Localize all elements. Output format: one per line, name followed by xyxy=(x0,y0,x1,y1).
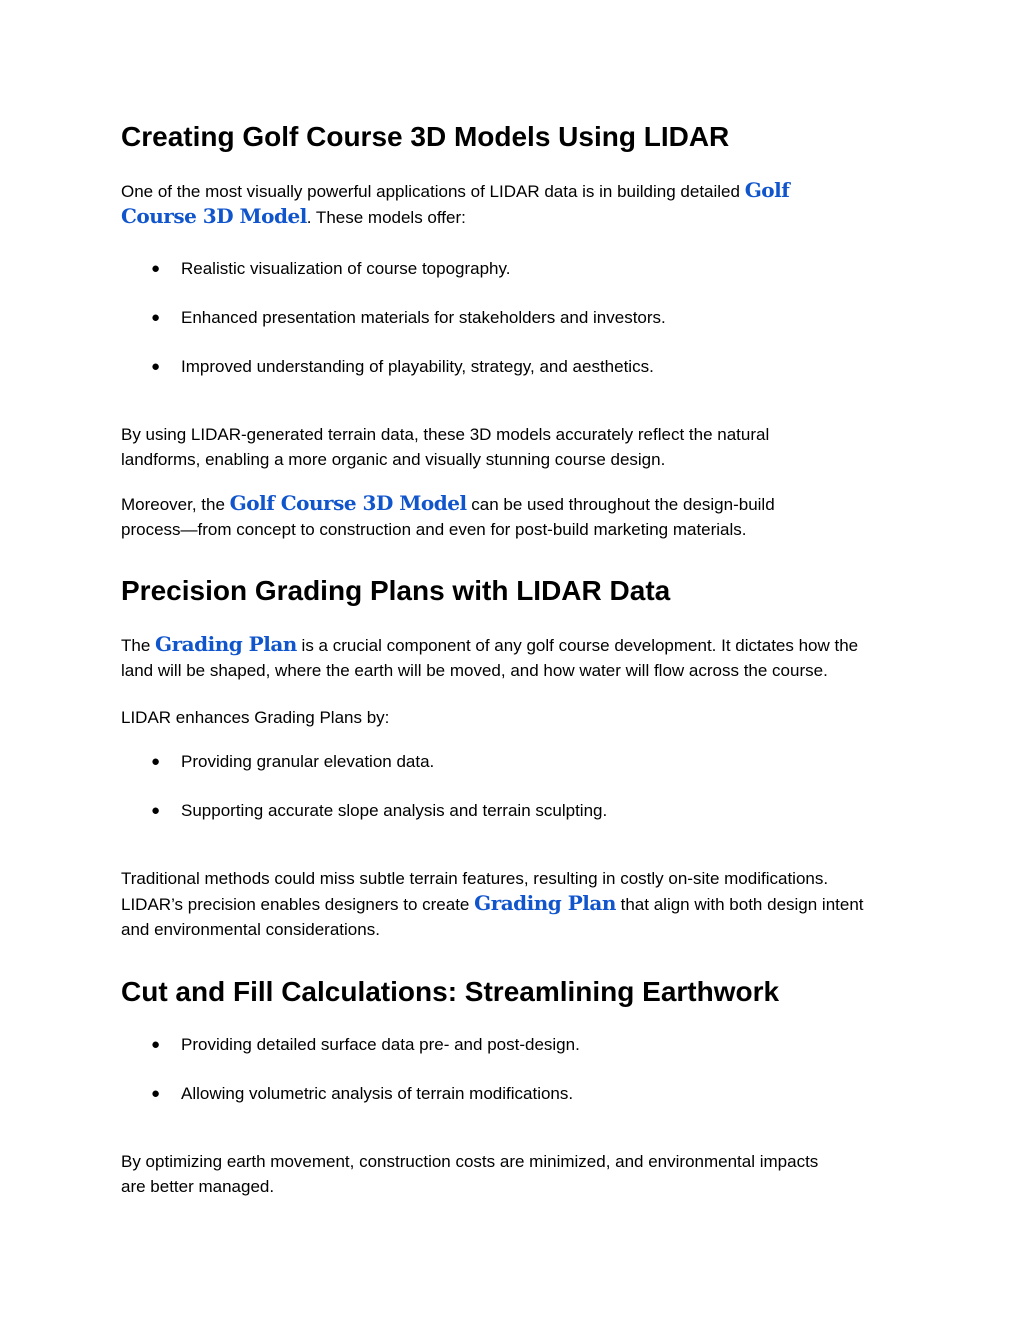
grading-benefits-list xyxy=(121,749,911,847)
bullet-icon: ● xyxy=(151,309,161,326)
golf-course-3d-model-link[interactable]: Golf Course 3D Model xyxy=(121,178,790,228)
grading-plan-link[interactable]: Grading Plan xyxy=(155,632,297,656)
bullet-icon: ● xyxy=(151,1085,161,1102)
cut-fill-list xyxy=(121,1032,911,1130)
bullet-icon: ● xyxy=(151,802,161,819)
list-item: ● Providing granular elevation data. xyxy=(121,749,911,798)
list-item: ● Supporting accurate slope analysis and terrain sculpting. xyxy=(121,798,911,847)
grading-plan-link-2[interactable]: Grading Plan xyxy=(474,891,616,915)
bullet-icon: ● xyxy=(151,358,161,375)
traditional-methods-paragraph: Traditional methods could miss subtle terrain features, resulting in costly on-site modifications. LIDAR’s precision enables designers to create Grading Plan that align with both design intent and environmental considerations. xyxy=(121,869,864,939)
earth-movement-paragraph: By optimizing earth movement, construction costs are minimized, and environmental impacts are better managed. xyxy=(121,1152,819,1196)
heading-grading-plans: Precision Grading Plans with LIDAR Data xyxy=(121,575,671,606)
list-item: ● Realistic visualization of course topography. xyxy=(121,256,911,305)
benefits-list xyxy=(121,256,911,403)
bullet-icon: ● xyxy=(151,753,161,770)
bullet-icon: ● xyxy=(151,1036,161,1053)
intro-text-before: One of the most visually powerful applications of LIDAR data is in building detailed xyxy=(121,182,745,201)
heading-cut-and-fill: Cut and Fill Calculations: Streamlining Earthwork xyxy=(121,976,780,1007)
list-item: ● Improved understanding of playability, strategy, and aesthetics. xyxy=(121,354,911,403)
golf-course-3d-model-link-2[interactable]: Golf Course 3D Model xyxy=(229,491,467,515)
list-item: ● Allowing volumetric analysis of terrain modifications. xyxy=(121,1081,911,1130)
bullet-icon: ● xyxy=(151,260,161,277)
grading-plan-paragraph: The Grading Plan is a crucial component of any golf course development. It dictates how the land will be shaped, where the earth will be moved, and how water will flow across the course. xyxy=(121,632,859,680)
intro-paragraph xyxy=(121,178,911,230)
design-build-paragraph: Moreover, the Golf Course 3D Model can be used throughout the design-build process—from concept to construction and even for post-build marketing materials. xyxy=(121,491,775,539)
lidar-enhances-paragraph: LIDAR enhances Grading Plans by: xyxy=(121,708,390,727)
lidar-terrain-paragraph: By using LIDAR-generated terrain data, these 3D models accurately reflect the natural landforms, enabling a more organic and visually stunning course design. xyxy=(121,425,770,469)
intro-text-after: . These models offer: xyxy=(306,208,466,227)
heading-golf-3d-models: Creating Golf Course 3D Models Using LIDAR xyxy=(121,121,730,152)
list-item: ● Providing detailed surface data pre- and post-design. xyxy=(121,1032,911,1081)
list-item: ● Enhanced presentation materials for stakeholders and investors. xyxy=(121,305,911,354)
